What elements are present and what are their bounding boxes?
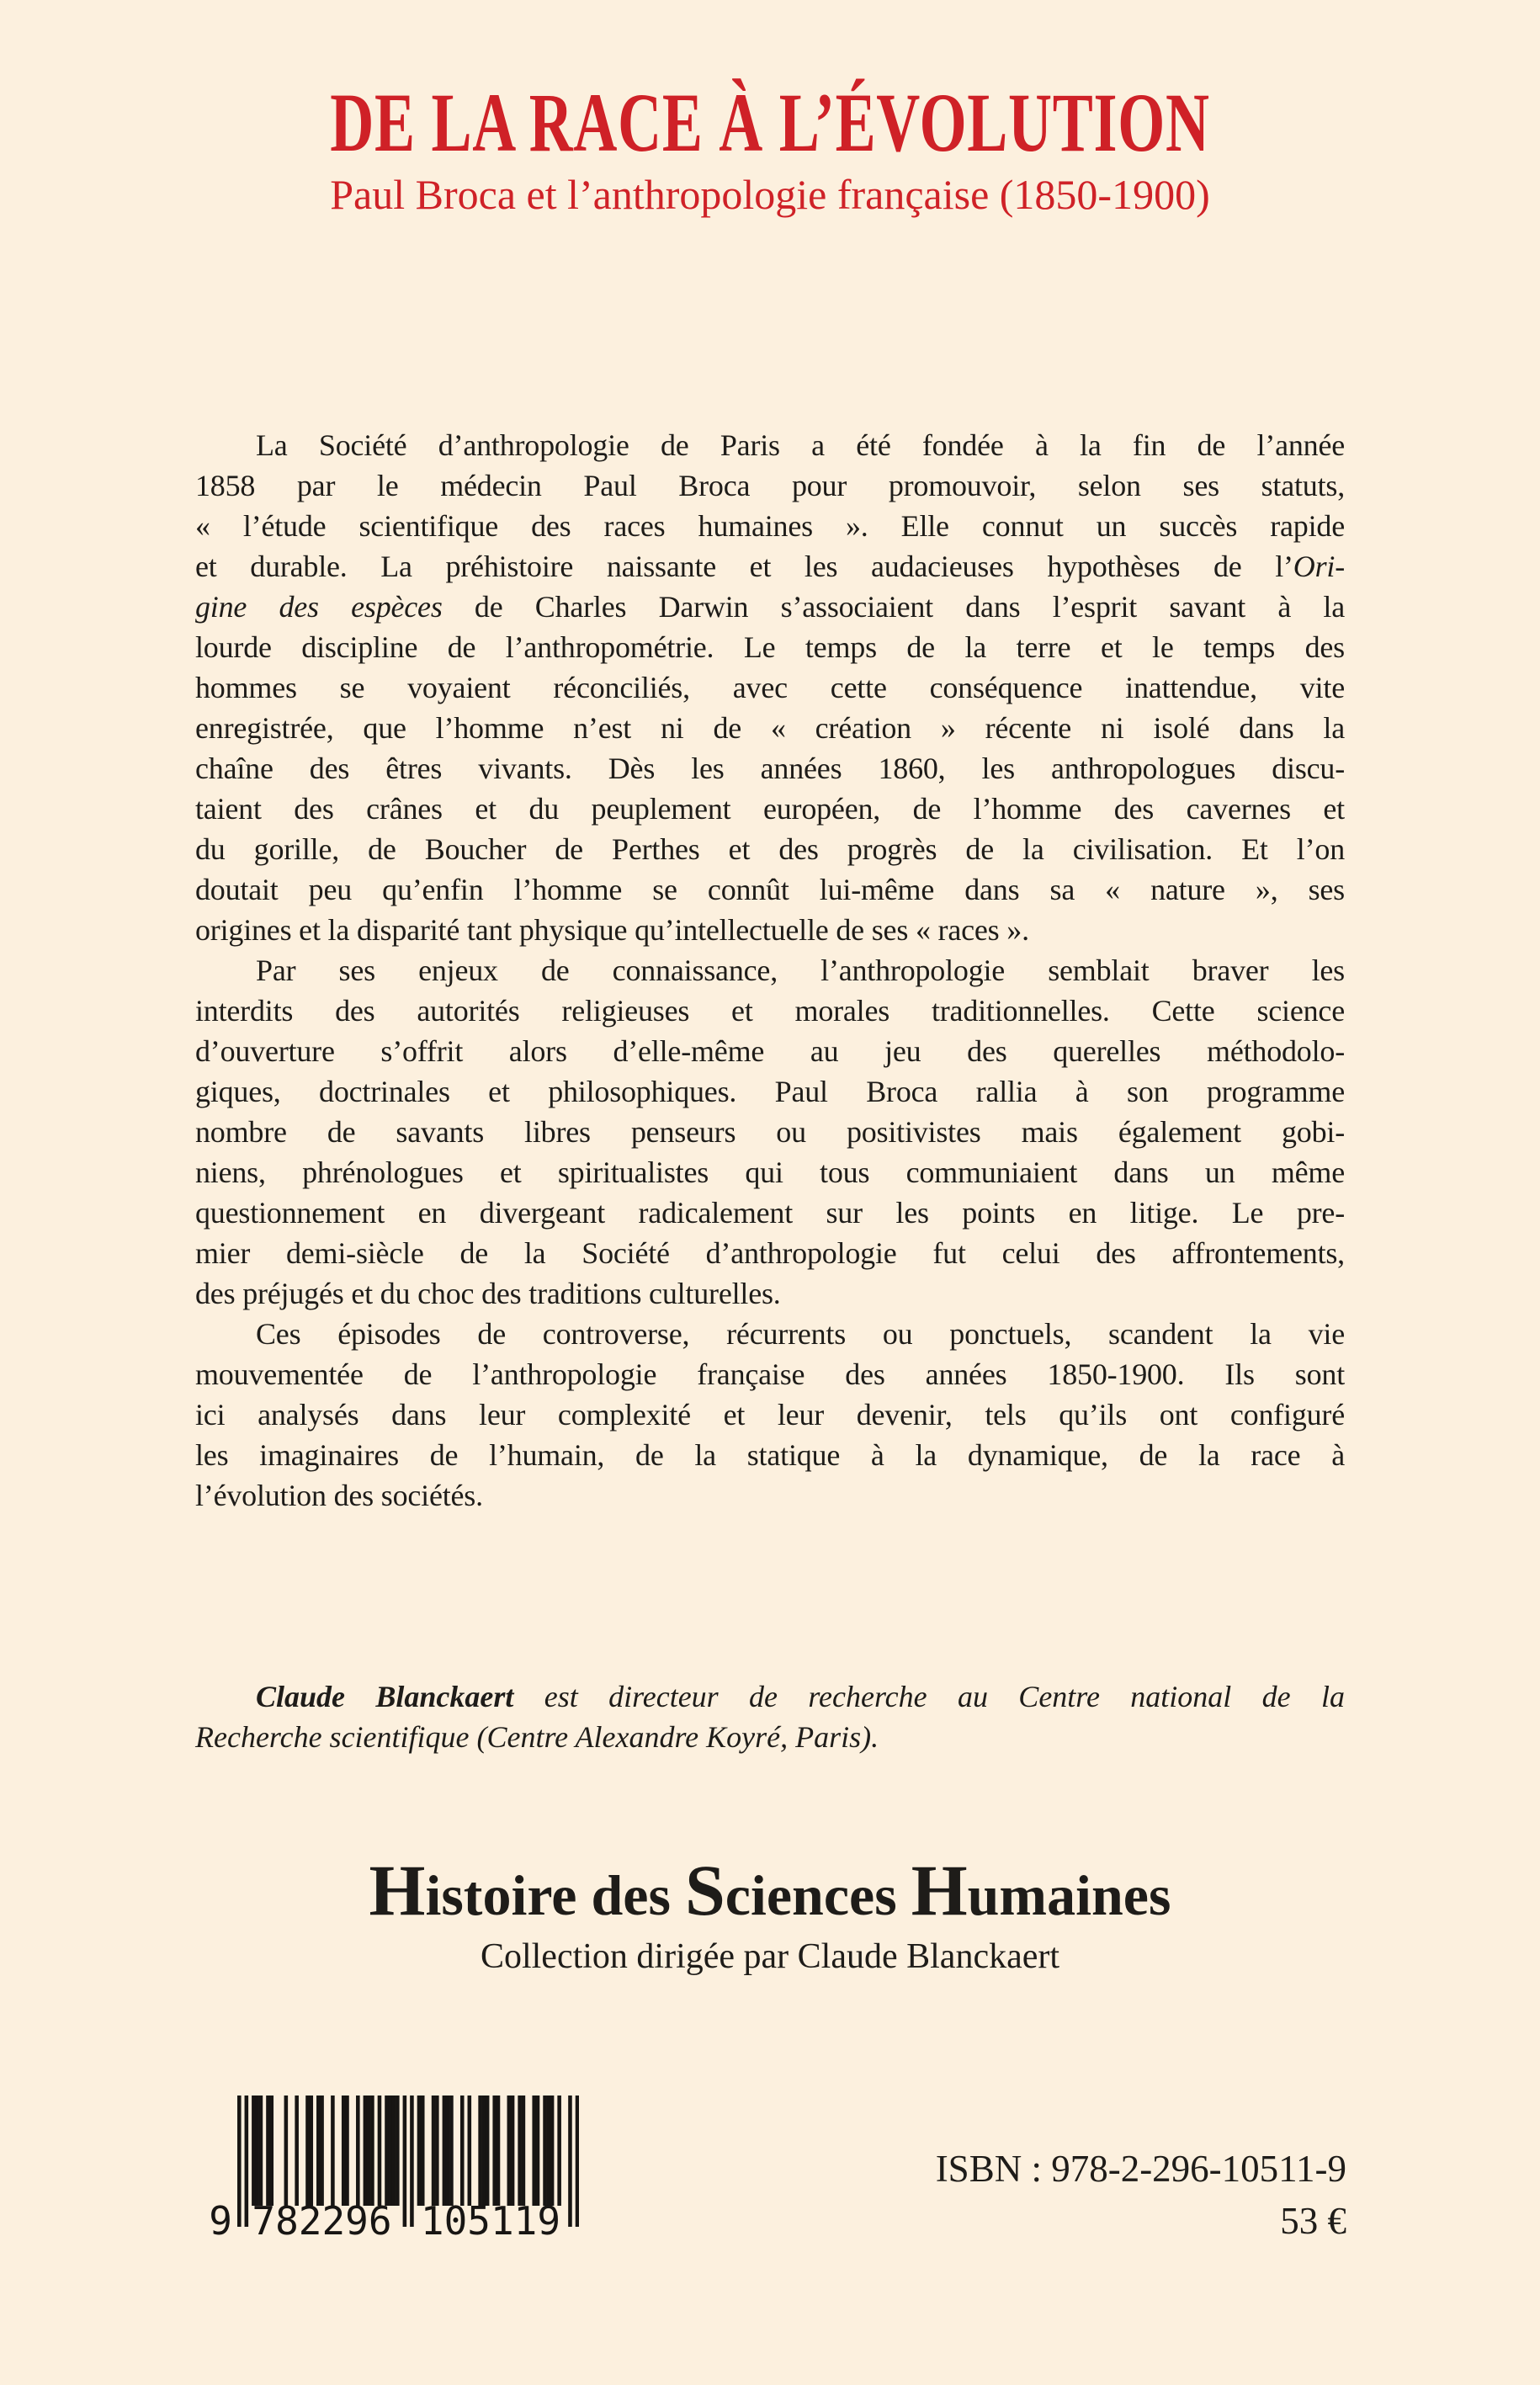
body-line <box>195 465 1345 506</box>
body-line <box>195 425 1345 465</box>
collection-title <box>0 1848 1540 1937</box>
text-segment: interdits des autorités religieuses et morales traditionnelles. Cette science <box>195 994 1345 1028</box>
body-line <box>195 991 1345 1031</box>
collection-text: ciences <box>725 1863 911 1927</box>
barcode-digit-left: 9 <box>209 2198 232 2244</box>
body-line <box>195 910 1345 950</box>
body-line <box>195 1112 1345 1152</box>
text-segment: Recherche scientifique (Centre Alexandre Koyré, Paris). <box>195 1720 879 1754</box>
collection-text: umaines <box>967 1863 1171 1927</box>
author-bio <box>195 1676 1345 1757</box>
barcode-digits-group1: 782296 <box>252 2198 392 2244</box>
text-segment: hommes se voyaient réconciliés, avec cette conséquence inattendue, vite <box>195 671 1345 704</box>
text-segment: Par ses enjeux de connaissance, l’anthropologie semblait braver les <box>256 953 1345 987</box>
book-title: DE LA RACE À L’ÉVOLUTION <box>330 76 1210 169</box>
text-segment: « l’étude scientifique des races humaines ». Elle connut un succès rapide <box>195 509 1345 543</box>
body-line <box>195 1273 1345 1314</box>
text-segment: La Société d’anthropologie de Paris a été fondée à la fin de l’année <box>256 428 1345 462</box>
text-segment: Claude Blanckaert <box>256 1680 514 1713</box>
collection-subtitle: Collection dirigée par Claude Blanckaert <box>480 1937 1060 1976</box>
text-segment: Ces épisodes de controverse, récurrents ou ponctuels, scandent la vie <box>256 1317 1345 1351</box>
price-text: 53 € <box>1280 2200 1346 2242</box>
text-segment: et durable. La préhistoire naissante et les audacieuses hypothèses de l’ <box>195 550 1293 583</box>
body-line <box>195 1152 1345 1192</box>
body-line <box>195 1435 1345 1475</box>
book-subtitle: Paul Broca et l’anthropologie française (1850-1900) <box>330 171 1210 218</box>
text-segment: questionnement en divergeant radicalement sur les points en litige. Le pre- <box>195 1196 1345 1230</box>
body-line <box>195 1071 1345 1112</box>
text-segment: chaîne des êtres vivants. Dès les années 1860, les anthropologues discu- <box>195 752 1345 785</box>
body-line <box>195 950 1345 991</box>
text-segment: giques, doctrinales et philosophiques. Paul Broca rallia à son programme <box>195 1075 1345 1108</box>
text-segment: enregistrée, que l’homme n’est ni de « création » récente ni isolé dans la <box>195 711 1345 745</box>
text-segment: Ori- <box>1293 550 1345 583</box>
body-line <box>195 587 1345 627</box>
text-segment: doutait peu qu’enfin l’homme se connût lui-même dans sa « nature », ses <box>195 873 1345 906</box>
collection-initial: S <box>684 1850 725 1931</box>
body-line <box>195 708 1345 748</box>
text-segment: mouvementée de l’anthropologie française des années 1850-1900. Ils sont <box>195 1357 1345 1391</box>
bio-line <box>195 1717 1345 1757</box>
body-line <box>195 1233 1345 1273</box>
text-segment: nombre de savants libres penseurs ou positivistes mais également gobi- <box>195 1115 1345 1149</box>
text-segment: ici analysés dans leur complexité et leur devenir, tels qu’ils ont configuré <box>195 1398 1345 1432</box>
text-segment: d’ouverture s’offrit alors d’elle-même au jeu des querelles méthodolo- <box>195 1034 1345 1068</box>
text-segment: de Charles Darwin s’associaient dans l’esprit savant à la <box>442 590 1345 624</box>
isbn-price-block <box>936 2143 1346 2247</box>
body-line <box>195 546 1345 587</box>
body-line <box>195 1354 1345 1394</box>
collection-text: istoire des <box>425 1863 685 1927</box>
text-segment: du gorille, de Boucher de Perthes et des progrès de la civilisation. Et l’on <box>195 832 1345 866</box>
body-line <box>195 1192 1345 1233</box>
collection-initial: H <box>369 1850 426 1931</box>
body-line <box>195 667 1345 708</box>
body-line <box>195 869 1345 910</box>
isbn-text: ISBN : 978-2-296-10511-9 <box>935 2148 1346 2190</box>
text-segment: origines et la disparité tant physique qu’intellectuelle de ses « races ». <box>195 913 1029 947</box>
text-segment: l’évolution des sociétés. <box>195 1479 483 1512</box>
text-segment: gine des espèces <box>195 590 443 624</box>
text-segment: des préjugés et du choc des traditions culturelles. <box>195 1277 781 1310</box>
text-segment: mier demi-siècle de la Société d’anthropologie fut celui des affrontements, <box>195 1236 1345 1270</box>
text-segment: les imaginaires de l’humain, de la statique à la dynamique, de la race à <box>195 1438 1345 1472</box>
text-segment: est directeur de recherche au Centre national de la <box>513 1680 1345 1713</box>
body-line <box>195 1314 1345 1354</box>
barcode-digits-group2: 105119 <box>420 2198 561 2244</box>
text-segment: lourde discipline de l’anthropométrie. Le temps de la terre et le temps des <box>195 630 1345 664</box>
text-segment: taient des crânes et du peuplement européen, de l’homme des cavernes et <box>195 792 1345 826</box>
synopsis <box>195 425 1345 1516</box>
text-segment: niens, phrénologues et spiritualistes qui tous communiaient dans un même <box>195 1155 1345 1189</box>
collection-initial: H <box>911 1850 968 1931</box>
body-line <box>195 1394 1345 1435</box>
body-line <box>195 506 1345 546</box>
body-line <box>195 1475 1345 1516</box>
body-line <box>195 748 1345 789</box>
text-segment: 1858 par le médecin Paul Broca pour promouvoir, selon ses statuts, <box>195 469 1345 502</box>
bio-line <box>195 1676 1345 1717</box>
body-line <box>195 829 1345 869</box>
body-line <box>195 789 1345 829</box>
body-line <box>195 627 1345 667</box>
body-line <box>195 1031 1345 1071</box>
